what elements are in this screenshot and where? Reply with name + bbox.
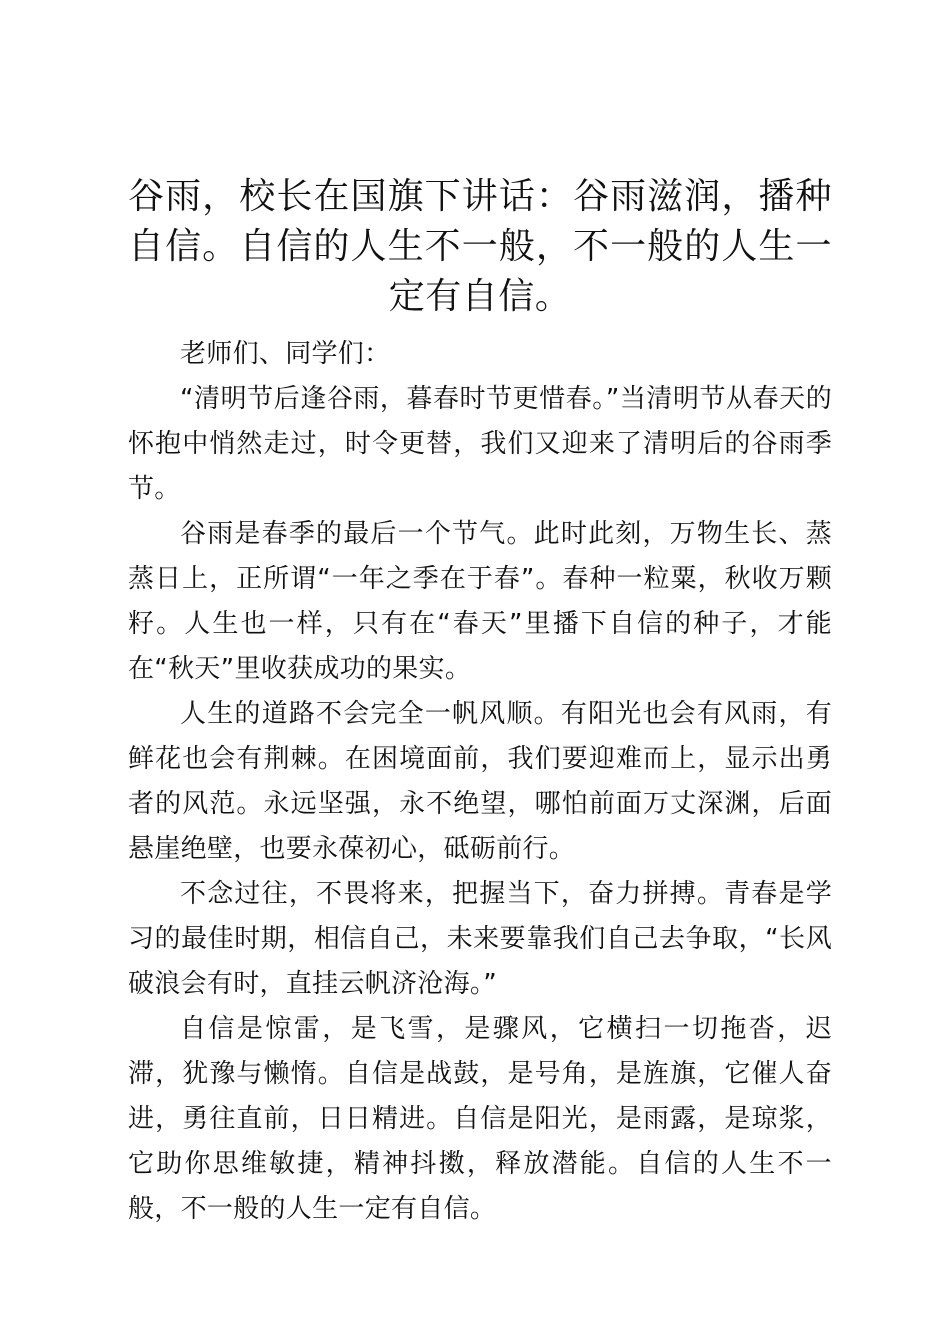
document-title: 谷雨，校长在国旗下讲话：谷雨滋润，播种自信。自信的人生不一般，不一般的人生一定有自信。 <box>128 176 832 317</box>
paragraph-4: 不念过往，不畏将来，把握当下，奋力拼搏。青春是学习的最佳时期，相信自己，未来要靠我们自己去争取，“长风破浪会有时，直挂云帆济沧海。” <box>128 879 832 999</box>
paragraph-1: “清明节后逢谷雨，暮春时节更惜春。”当清明节从春天的怀抱中悄然走过，时令更替，我们又迎来了清明后的谷雨季节。 <box>128 384 832 504</box>
paragraph-2: 谷雨是春季的最后一个节气。此时此刻，万物生长、蒸蒸日上，正所谓“一年之季在于春”。春种一粒粟，秋收万颗籽。人生也一样，只有在“春天”里播下自信的种子，才能在“秋天”里收获成功的果实。 <box>128 519 832 684</box>
document-page <box>128 172 832 1232</box>
paragraph-3: 人生的道路不会完全一帆风顺。有阳光也会有风雨，有鲜花也会有荆棘。在困境面前，我们要迎难而上，显示出勇者的风范。永远坚强，永不绝望，哪怕前面万丈深渊，后面悬崖绝壁，也要永葆初心，砥砺前行。 <box>128 699 832 864</box>
salutation: 老师们、同学们： <box>180 339 391 369</box>
paragraph-5: 自信是惊雷，是飞雪，是骤风，它横扫一切拖沓，迟滞，犹豫与懒惰。自信是战鼓，是号角，是旌旗，它催人奋进，勇往直前，日日精进。自信是阳光，是雨露，是琼浆，它助你思维敏捷，精神抖擞，释放潜能。自信的人生不一般，不一般的人生一定有自信。 <box>128 1014 832 1224</box>
